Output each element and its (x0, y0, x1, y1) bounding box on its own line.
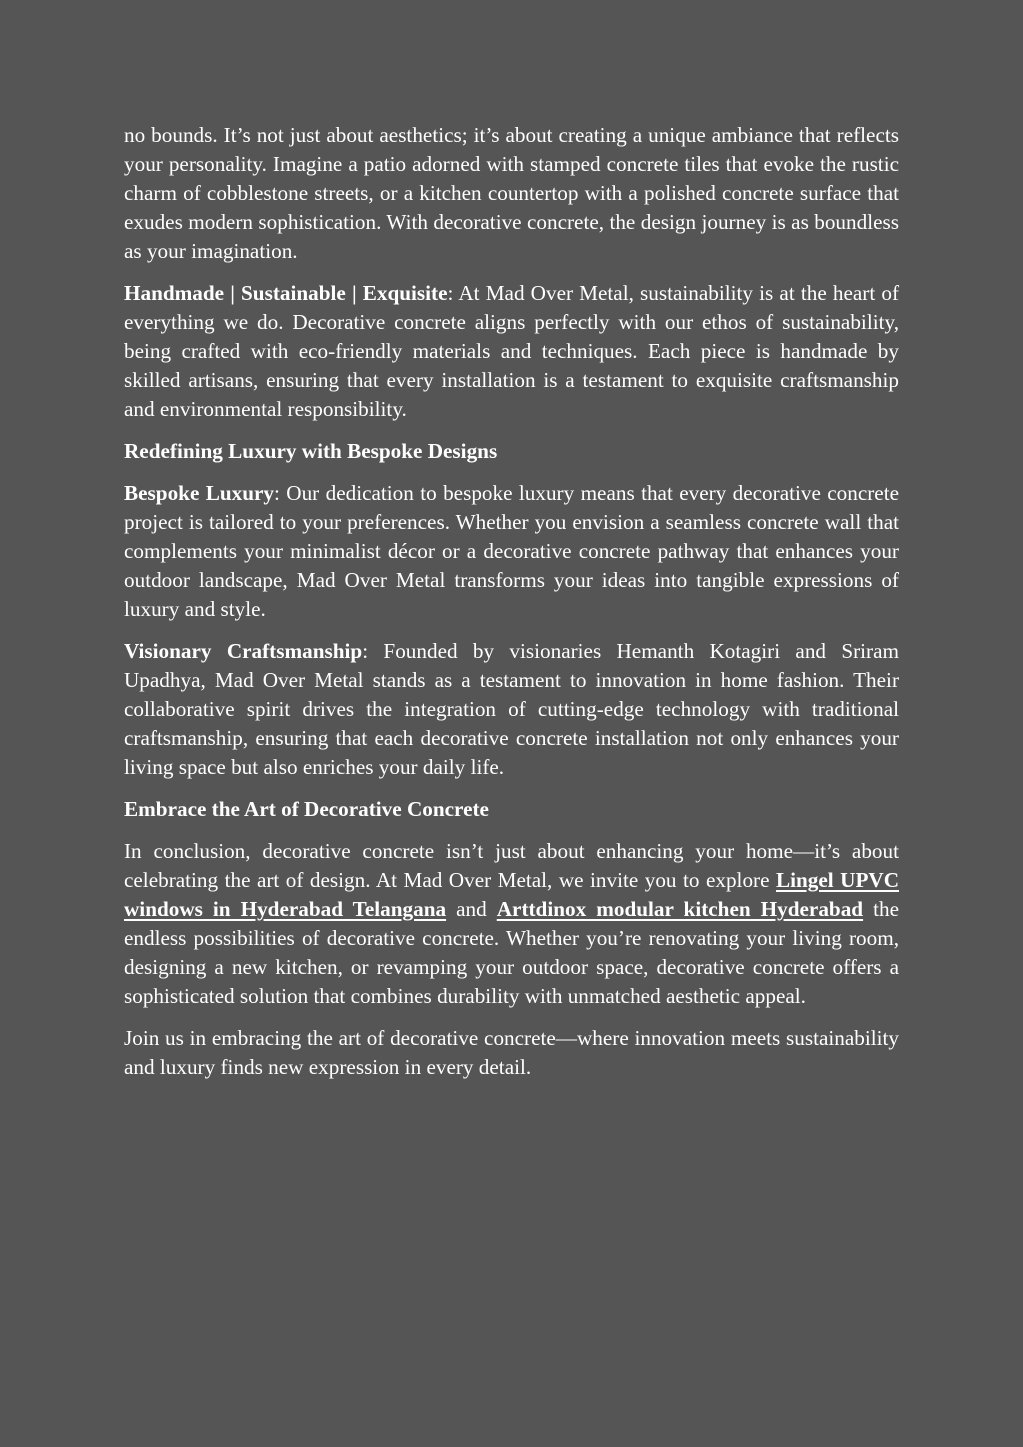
conclusion-text-part2: and (446, 897, 497, 921)
heading-embrace-art: Embrace the Art of Decorative Concrete (124, 797, 489, 821)
paragraph-design-journey: no bounds. It’s not just about aesthetics; it’s about creating a unique ambiance that reflects your personality. Imagine a patio adorned with stamped concrete tiles that evoke the rustic charm of cobblestone streets, or a kitchen countertop with a polished concrete surface that exudes modern sophistication. With decorative concrete, the design journey is as boundless as your imagination. (124, 123, 899, 263)
conclusion-text-part1: In conclusion, decorative concrete isn’t just about enhancing your home—it’s about celebrating the art of design. At Mad Over Metal, we invite you to explore (124, 839, 899, 892)
paragraph-join-us: Join us in embracing the art of decorative concrete—where innovation meets sustainability and luxury finds new expression in every detail. (124, 1026, 899, 1079)
paragraph-handmade-sustainable (124, 279, 899, 424)
lead-handmade-sustainable-exquisite: Handmade | Sustainable | Exquisite (124, 281, 448, 305)
link-lingel-upvc-windows[interactable]: Lingel UPVC windows in Hyderabad Telangana (124, 868, 899, 921)
lead-bespoke-luxury: Bespoke Luxury (124, 481, 275, 505)
paragraph-conclusion (124, 837, 899, 1011)
link-arttdinox-modular-kitchen[interactable]: Arttdinox modular kitchen Hyderabad (496, 897, 864, 921)
conclusion-text-part3: the endless possibilities of decorative concrete. Whether you’re renovating your living room, designing a new kitchen, or revamping your outdoor space, decorative concrete offers a sophisticated solution that combines durability with unmatched aesthetic appeal. (124, 897, 899, 1008)
heading-redefining-luxury: Redefining Luxury with Bespoke Designs (124, 439, 498, 463)
paragraph-bespoke-body: : Our dedication to bespoke luxury means that every decorative concrete project is tailored to your preferences. Whether you envision a seamless concrete wall that complements your minimalist décor or a decorative concrete pathway that enhances your outdoor landscape, Mad Over Metal transforms your ideas into tangible expressions of luxury and style. (124, 481, 899, 621)
lead-visionary-craftsmanship: Visionary Craftsmanship (124, 639, 363, 663)
paragraph-handmade-body: : At Mad Over Metal, sustainability is at the heart of everything we do. Decorative concrete aligns perfectly with our ethos of sustainability, being crafted with eco-friendly materials and techniques. Each piece is handmade by skilled artisans, ensuring that every installation is a testament to exquisite craftsmanship and environmental responsibility. (124, 281, 899, 421)
paragraph-visionary-body: : Founded by visionaries Hemanth Kotagiri and Sriram Upadhya, Mad Over Metal stands as a testament to innovation in home fashion. Their collaborative spirit drives the integration of cutting-edge technology with traditional craftsmanship, ensuring that each decorative concrete installation not only enhances your living space but also enriches your daily life. (124, 639, 899, 779)
paragraph-bespoke-luxury (124, 479, 899, 624)
paragraph-visionary-craftsmanship (124, 637, 899, 782)
